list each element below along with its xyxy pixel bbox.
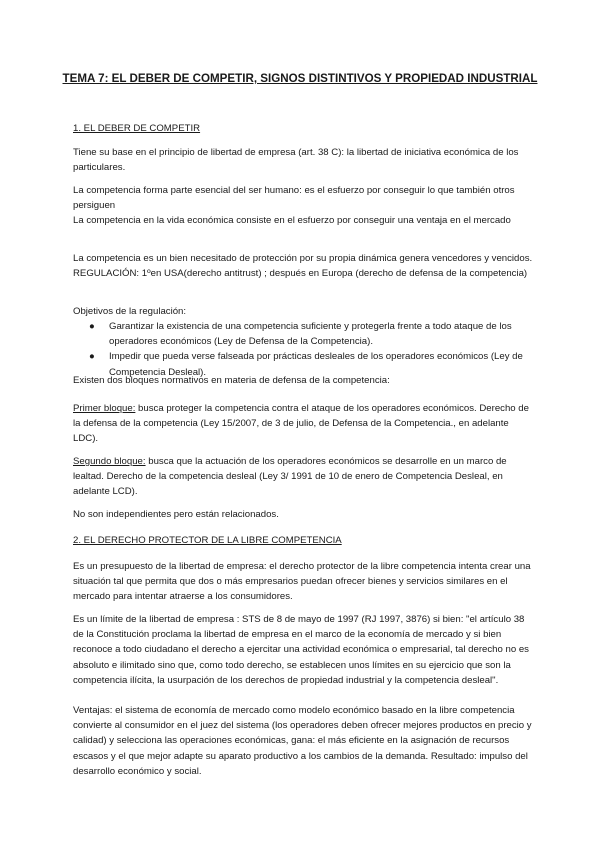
paragraph-group — [73, 183, 533, 229]
section-2-heading: 2. EL DERECHO PROTECTOR DE LA LIBRE COMPETENCIA — [73, 535, 342, 546]
list-item-text: Garantizar la existencia de una competencia suficiente y protegerla frente a todo ataque de los operadores económicos (Ley de Defensa de la Competencia). — [109, 321, 512, 348]
paragraph: Es un límite de la libertad de empresa : STS de 8 de mayo de 1997 (RJ 1997, 3876) si bien: "el artículo 38 de la Constitución proclama la libertad de empresa en el marco de la economía de mercado y si bien reconoce a todo ciudadano el derecho a ejercitar una actividad económica o empresarial, tal derecho no es absoluto e ilimitado sino que, como todo derecho, se establecen unos límites en su ejercicio que son la competencia ilícita, la usurpación de los derechos de propiedad industrial y la competencia desleal". — [73, 614, 529, 686]
block-1-text: busca proteger la competencia contra el ataque de los operadores económicos. Derecho de la defensa de la competencia (Ley 15/2007, de 3 de julio, de Defensa de la Competencia., en adelante LDC). — [73, 403, 529, 445]
list-item-text: Impedir que pueda verse falseada por prácticas desleales de los operadores económicos (Ley de Competencia Desleal). — [109, 351, 523, 378]
paragraph: Tiene su base en el principio de libertad de empresa (art. 38 C): la libertad de iniciativa económica de los particulares. — [73, 147, 519, 174]
bullet-icon: ● — [89, 321, 95, 332]
paragraph-block-1 — [73, 401, 533, 447]
section-1-heading: 1. EL DEBER DE COMPETIR — [73, 123, 201, 134]
objectives-list — [73, 319, 533, 380]
list-item — [73, 319, 533, 349]
block-1-label: Primer bloque: — [73, 403, 136, 414]
paragraph: La competencia en la vida económica consiste en el esfuerzo por conseguir una ventaja en el mercado — [73, 215, 511, 227]
block-2-label: Segundo bloque: — [73, 456, 146, 467]
objectives-intro: Objetivos de la regulación: — [73, 306, 187, 317]
paragraph-block-2 — [73, 454, 533, 500]
paragraph: No son independientes pero están relacionados. — [73, 509, 279, 520]
paragraph: Ventajas: el sistema de economía de mercado como modelo económico basado en la libre competencia convierte al consumidor en el juez del sistema (los operadores deben ofrecer mejores productos en precio y calidad) y selecciona las operaciones económicas, gana: el más eficiente en la asignación de recursos escasos y el que mejor adapte su aparato productivo a los cambios de la demanda. Resultado: impulso del desarrollo económico y social. — [73, 705, 532, 777]
paragraph: La competencia forma parte esencial del ser humano: es el esfuerzo por conseguir lo que también otros persiguen — [73, 185, 515, 212]
page-title: TEMA 7: EL DEBER DE COMPETIR, SIGNOS DISTINTIVOS Y PROPIEDAD INDUSTRIAL — [62, 72, 538, 85]
paragraph: La competencia es un bien necesitado de protección por su propia dinámica genera vencedores y vencidos. REGULACIÓN: 1ºen USA(derecho antitrust) ; después en Europa (derecho de defensa de la competencia) — [73, 253, 533, 280]
block-2-text: busca que la actuación de los operadores económicos se desarrolle en un marco de lealtad. Derecho de la competencia desleal (Ley 3/ 1991 de 10 de enero de Competencia Desleal, en adelante LCD). — [73, 456, 507, 498]
blocks-intro: Existen dos bloques normativos en materia de defensa de la competencia: — [73, 375, 390, 386]
bullet-icon: ● — [89, 351, 95, 363]
paragraph: Es un presupuesto de la libertad de empresa: el derecho protector de la libre competencia intenta crear una situación tal que permita que dos o más empresarios puedan ofrecer bienes y servicios similares en el mercado para intentar atraerse a los consumidores. — [73, 561, 531, 603]
